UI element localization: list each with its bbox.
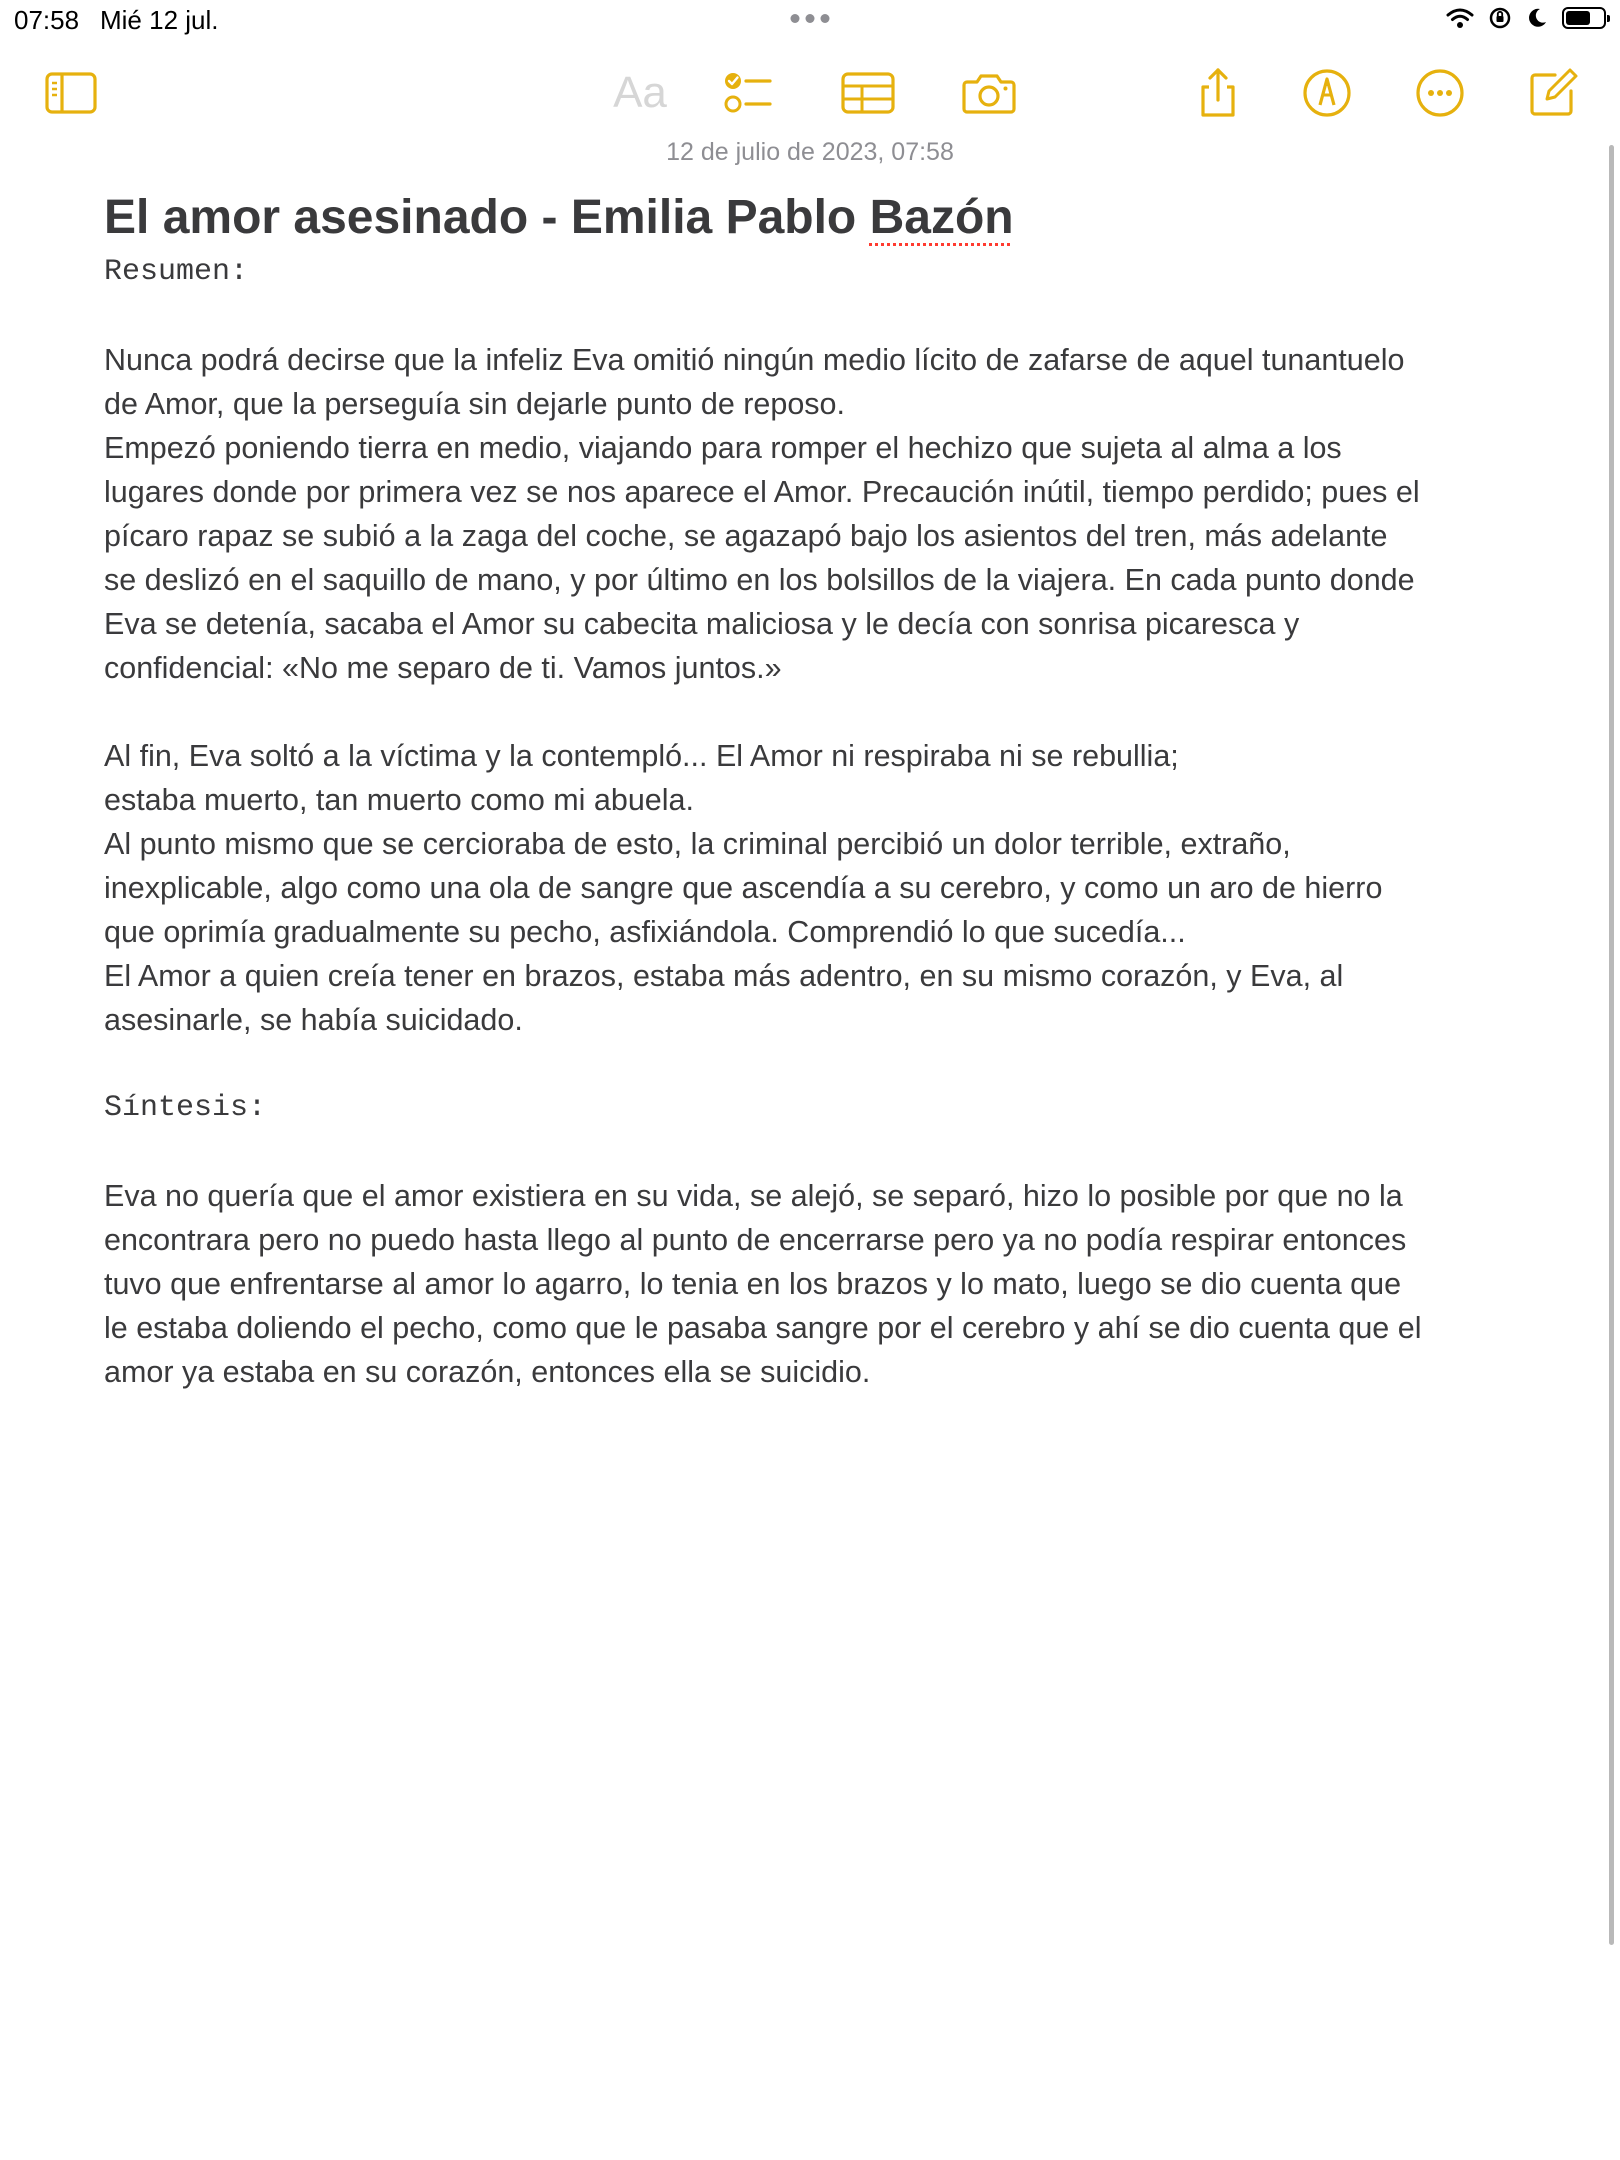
format-label: Aa <box>613 68 667 117</box>
paragraph-2 <box>104 734 1504 1042</box>
camera-icon <box>961 65 1017 121</box>
text-line: inexplicable, algo como una ola de sangre que ascendía a su cerebro, y como un aro de hierro <box>104 871 1383 905</box>
sidebar-icon <box>43 65 99 121</box>
note-date: 12 de julio de 2023, 07:58 <box>666 138 954 166</box>
paragraph-3 <box>104 1174 1504 1394</box>
note-title-text: El amor asesinado - Emilia Pablo <box>104 191 870 244</box>
status-icons <box>1446 6 1606 30</box>
text-line: pícaro rapaz se subió a la zaga del coche, se agazapó bajo los asientos del tren, más adelante <box>104 519 1388 553</box>
table-icon <box>840 65 896 121</box>
note-title[interactable] <box>104 188 1504 248</box>
text-line: tuvo que enfrentarse al amor lo agarro, lo tenia en los brazos y lo mato, luego se dio cuenta que <box>104 1267 1402 1301</box>
text-line: Eva no quería que el amor existiera en su vida, se alejó, se separó, hizo lo posible por que no la <box>104 1179 1403 1213</box>
checklist-icon <box>720 65 776 121</box>
text-line: amor ya estaba en su corazón, entonces ella se suicidio. <box>104 1355 871 1389</box>
text-line: estaba muerto, tan muerto como mi abuela. <box>104 783 694 817</box>
text-line: de Amor, que la perseguía sin dejarle punto de reposo. <box>104 387 845 421</box>
scrollbar[interactable] <box>1609 145 1614 1945</box>
markup-pen-icon <box>1299 65 1355 121</box>
note-body[interactable] <box>104 180 1504 1394</box>
text-line: se deslizó en el saquillo de mano, y por último en los bolsillos de la viajera. En cada punto donde <box>104 563 1415 597</box>
synthesis-heading: Síntesis: <box>104 1091 267 1125</box>
text-line: confidencial: «No me separo de ti. Vamos juntos.» <box>104 651 782 685</box>
text-line: Empezó poniendo tierra en medio, viajando para romper el hechizo que sujeta al alma a los <box>104 431 1342 465</box>
status-bar <box>0 0 1620 40</box>
markup-button[interactable] <box>1292 58 1362 128</box>
wifi-icon <box>1446 7 1474 29</box>
text-line: que oprimía gradualmente su pecho, asfixiándola. Comprendió lo que sucedía... <box>104 915 1186 949</box>
compose-button[interactable] <box>1518 58 1588 128</box>
do-not-disturb-moon-icon <box>1526 7 1548 29</box>
status-date: Mié 12 jul. <box>100 5 219 35</box>
sidebar-toggle-button[interactable] <box>36 58 106 128</box>
text-line: Al punto mismo que se cercioraba de esto, la criminal percibió un dolor terrible, extraño, <box>104 827 1291 861</box>
share-icon <box>1190 65 1246 121</box>
summary-heading: Resumen: <box>104 255 249 289</box>
text-line: Nunca podrá decirse que la infeliz Eva omitió ningún medio lícito de zafarse de aquel tunantuelo <box>104 343 1405 377</box>
text-line: asesinarle, se había suicidado. <box>104 1003 523 1037</box>
ellipsis-circle-icon <box>1412 65 1468 121</box>
orientation-lock-icon <box>1488 6 1512 30</box>
text-line: El Amor a quien creía tener en brazos, estaba más adentro, en su mismo corazón, y Eva, al <box>104 959 1344 993</box>
misspelled-word[interactable]: Bazón <box>869 191 1014 244</box>
text-line: le estaba doliendo el pecho, como que le pasaba sangre por el cerebro y ahí se dio cuenta que el <box>104 1311 1422 1345</box>
multitasking-dots-icon[interactable] <box>791 14 830 23</box>
text-line: Al fin, Eva soltó a la víctima y la contempló... El Amor ni respiraba ni se rebullia; <box>104 739 1179 773</box>
paragraph-1 <box>104 338 1504 690</box>
share-button[interactable] <box>1183 58 1253 128</box>
text-line: lugares donde por primera vez se nos aparece el Amor. Precaución inútil, tiempo perdido; pues el <box>104 475 1420 509</box>
battery-icon <box>1562 7 1606 29</box>
camera-button[interactable] <box>954 58 1024 128</box>
more-button[interactable] <box>1405 58 1475 128</box>
checklist-button[interactable] <box>713 58 783 128</box>
compose-icon <box>1525 65 1581 121</box>
text-line: Eva se detenía, sacaba el Amor su cabecita maliciosa y le decía con sonrisa picaresca y <box>104 607 1300 641</box>
text-line: encontrara pero no puedo hasta llego al punto de encerrarse pero ya no podía respirar entonces <box>104 1223 1407 1257</box>
status-time: 07:58 <box>14 5 80 35</box>
table-button[interactable] <box>833 58 903 128</box>
format-button[interactable] <box>595 58 685 128</box>
toolbar <box>0 58 1620 128</box>
